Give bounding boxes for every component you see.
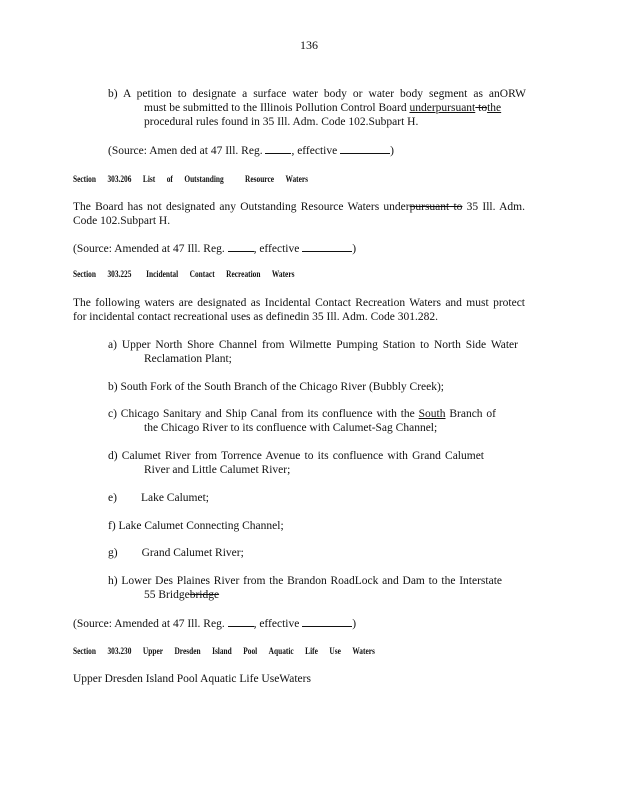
section-303-225-paragraph bbox=[73, 296, 525, 324]
list-item-a: a) Upper North Shore Channel from Wilmette Pumping Station to North Side Water Reclamation Plant; bbox=[108, 339, 518, 365]
section-303-206-paragraph bbox=[73, 200, 525, 228]
list-item-f: f) Lake Calumet Connecting Channel; bbox=[108, 520, 284, 532]
reg-blank bbox=[228, 616, 254, 627]
reg-blank bbox=[265, 143, 291, 154]
list-item-c: c) Chicago Sanitary and Ship Canal from its confluence with the South Branch of the Chicago River to its confluence with Calumet-Sag Channel; bbox=[108, 408, 496, 434]
reg-blank bbox=[228, 241, 254, 252]
effective-blank bbox=[302, 241, 352, 252]
petition-line-1: b) A petition to designate a surface water body or water body segment as anORW bbox=[108, 88, 526, 100]
struck-deletion: bridge bbox=[189, 589, 220, 601]
page-number: 136 bbox=[300, 38, 318, 52]
underlined-insertion: the bbox=[487, 102, 502, 114]
source-note-1: (Source: Amen ded at 47 Ill. Reg. , effective ) bbox=[108, 145, 394, 157]
struck-deletion: to bbox=[475, 102, 488, 114]
effective-blank bbox=[302, 616, 352, 627]
underlined-insertion: South bbox=[418, 408, 446, 420]
para2-line-2: for incidental contact recreational uses as definedin 35 Ill. Adm. Code 301.282. bbox=[73, 311, 439, 323]
section-heading-303-230: Section 303.230 Upper Dresden Island Pool Aquatic Life Use Waters bbox=[73, 646, 375, 656]
para1-line-2: Code 102.Subpart H. bbox=[73, 215, 171, 227]
petition-paragraph bbox=[108, 87, 526, 129]
petition-line-2: must be submitted to the Illinois Pollution Control Board underpursuant tothe bbox=[144, 102, 502, 114]
list-item-b: b) South Fork of the South Branch of the Chicago River (Bubbly Creek); bbox=[108, 381, 445, 393]
section-heading-303-225: Section 303.225 Incidental Contact Recreation Waters bbox=[73, 269, 295, 279]
list-item-g: g) Grand Calumet River; bbox=[108, 547, 244, 559]
underlined-insertion: underpursuant bbox=[409, 102, 476, 114]
section-303-230-paragraph: Upper Dresden Island Pool Aquatic Life UseWaters bbox=[73, 673, 311, 685]
effective-blank bbox=[340, 143, 390, 154]
source-note-2: (Source: Amended at 47 Ill. Reg. , effective ) bbox=[73, 243, 357, 255]
struck-deletion: pursuant to bbox=[409, 201, 463, 213]
para1-line-1: The Board has not designated any Outstanding Resource Waters underpursuant to 35 Ill. Adm. bbox=[73, 201, 525, 213]
para2-line-1: The following waters are designated as Incidental Contact Recreation Waters and must protect bbox=[73, 297, 525, 309]
list-item-h: h) Lower Des Plaines River from the Brandon RoadLock and Dam to the Interstate 55 Bridgebridge bbox=[108, 575, 502, 601]
petition-line-3: procedural rules found in 35 Ill. Adm. Code 102.Subpart H. bbox=[144, 116, 419, 128]
list-item-e: e) Lake Calumet; bbox=[108, 492, 209, 504]
source-note-3: (Source: Amended at 47 Ill. Reg. , effective ) bbox=[73, 618, 357, 630]
list-item-d: d) Calumet River from Torrence Avenue to its confluence with Grand Calumet River and Little Calumet River; bbox=[108, 450, 484, 476]
section-heading-303-206: Section 303.206 List of Outstanding Resource Waters bbox=[73, 174, 309, 184]
